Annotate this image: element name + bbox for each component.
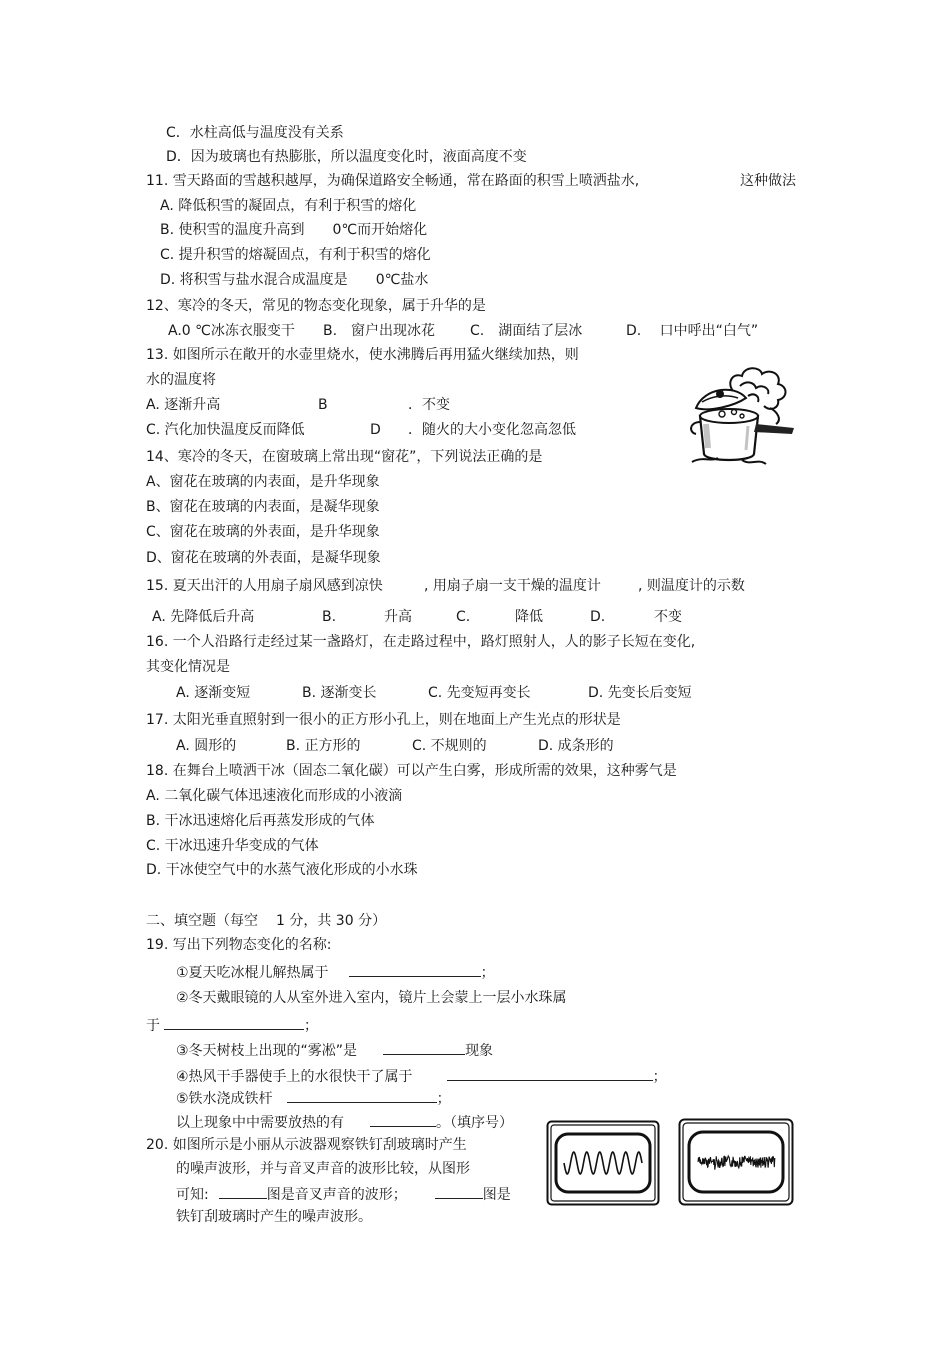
q13-stem-2: 水的温度将 xyxy=(146,372,216,388)
q16-option-b: B. 逐渐变长 xyxy=(302,685,377,701)
q20-line-4: 铁钉刮玻璃时产生的噪声波形。 xyxy=(176,1209,372,1225)
q11-option-c: C. 提升积雪的熔凝固点，有利于积雪的熔化 xyxy=(160,247,431,263)
q11-option-a: A. 降低积雪的凝固点，有利于积雪的熔化 xyxy=(160,198,417,214)
q11-stem: 11. 雪天路面的雪越积越厚，为确保道路安全畅通，常在路面的积雪上喷洒盐水, xyxy=(146,173,640,189)
q14-option-b: B、窗花在玻璃的内表面，是凝华现象 xyxy=(146,499,380,515)
q11-option-b: B. 使积雪的温度升高到 0℃而开始熔化 xyxy=(160,222,428,238)
q11-stem-end: 这种做法 xyxy=(740,173,796,189)
q15-option-b-letter: B. xyxy=(322,609,337,625)
q13-option-c: C. 汽化加快温度反而降低 xyxy=(146,422,305,438)
q17-option-d: D. 成条形的 xyxy=(538,738,614,754)
q18-option-b: B. 干冰迅速熔化后再蒸发形成的气体 xyxy=(146,813,375,829)
q20-blank-2[interactable] xyxy=(435,1184,483,1199)
q16-option-d: D. 先变长后变短 xyxy=(588,685,692,701)
oscilloscope-noise-icon xyxy=(678,1118,794,1206)
section-2-title: 二、填空题（每空 1 分，共 30 分） xyxy=(146,913,387,929)
q20-line-2: 的噪声波形，并与音叉声音的波形比较，从图形 xyxy=(176,1161,470,1177)
q19-item-3: ③冬天树枝上出现的“雾凇”是 现象 xyxy=(176,1040,493,1060)
q19-item-5: ⑤铁水浇成铁杆 ； xyxy=(176,1088,451,1108)
q20-line-3: 可知: 图是音叉声音的波形； 图是 xyxy=(176,1184,511,1204)
q19-item-2: ②冬天戴眼镜的人从室外进入室内，镜片上会蒙上一层小水珠属 xyxy=(176,990,567,1006)
q14-option-a: A、窗花在玻璃的内表面，是升华现象 xyxy=(146,474,380,490)
q18-option-a: A. 二氧化碳气体迅速液化而形成的小液滴 xyxy=(146,788,403,804)
q13-option-d-letter: D xyxy=(370,422,381,438)
q17-option-a: A. 圆形的 xyxy=(176,738,237,754)
q19-item-2-cont: 于 ； xyxy=(146,1015,318,1035)
q13-option-b-letter: B xyxy=(318,397,328,413)
boiling-kettle-icon xyxy=(682,362,800,470)
q19-blank-2[interactable] xyxy=(164,1015,304,1030)
q14-option-c: C、窗花在玻璃的外表面，是升华现象 xyxy=(146,524,380,540)
q12-stem: 12、寒冷的冬天，常见的物态变化现象，属于升华的是 xyxy=(146,298,486,314)
q17-option-c: C. 不规则的 xyxy=(412,738,487,754)
q13-stem-1: 13. 如图所示在敞开的水壶里烧水，使水沸腾后再用猛火继续加热，则 xyxy=(146,347,579,363)
q13-option-d-text: ．随火的大小变化忽高忽低 xyxy=(408,422,576,438)
q14-stem: 14、寒冷的冬天，在窗玻璃上常出现“窗花”，下列说法正确的是 xyxy=(146,449,543,465)
q15-option-a: A. 先降低后升高 xyxy=(152,609,255,625)
q15-option-c-letter: C. xyxy=(456,609,471,625)
q16-stem-1: 16. 一个人沿路行走经过某一盏路灯，在走路过程中，路灯照射人，人的影子长短在变化, xyxy=(146,634,696,650)
q10-option-c: C．水柱高低与温度没有关系 xyxy=(166,125,344,141)
q20-line-1: 20. 如图所示是小丽从示波器观察铁钉刮玻璃时产生 xyxy=(146,1137,467,1153)
q16-option-c: C. 先变短再变长 xyxy=(428,685,531,701)
q20-blank-1[interactable] xyxy=(219,1184,267,1199)
q12-option-a: A.0 ℃冰冻衣服变干 xyxy=(168,323,295,339)
q12-option-c: C. 湖面结了层冰 xyxy=(470,323,583,339)
q17-option-b: B. 正方形的 xyxy=(286,738,361,754)
q14-option-d: D、窗花在玻璃的外表面，是凝华现象 xyxy=(146,550,381,566)
q11-option-d: D. 将积雪与盐水混合成温度是 0℃盐水 xyxy=(160,272,429,288)
q19-summary: 以上现象中中需要放热的有 。（填序号） xyxy=(176,1112,513,1132)
q18-option-d: D. 干冰使空气中的水蒸气液化形成的小水珠 xyxy=(146,862,418,878)
q19-stem: 19. 写出下列物态变化的名称: xyxy=(146,937,332,953)
q19-item-1: ①夏天吃冰棍儿解热属于 ； xyxy=(176,962,495,982)
q15-stem-1: 15. 夏天出汗的人用扇子扇风感到凉快 xyxy=(146,578,383,594)
q16-option-a: A. 逐渐变短 xyxy=(176,685,251,701)
q15-stem-2: , 用扇子扇一支干燥的温度计 xyxy=(424,578,601,594)
q15-stem-3: , 则温度计的示数 xyxy=(638,578,745,594)
q19-blank-5[interactable] xyxy=(287,1088,437,1103)
q12-option-b: B. 窗户出现冰花 xyxy=(323,323,436,339)
q18-option-c: C. 干冰迅速升华变成的气体 xyxy=(146,838,319,854)
q19-item-4: ④热风干手器使手上的水很快干了属于 ； xyxy=(176,1066,667,1086)
q19-blank-summary[interactable] xyxy=(370,1112,436,1127)
q16-stem-2: 其变化情况是 xyxy=(146,659,230,675)
q19-blank-3[interactable] xyxy=(383,1040,465,1055)
q18-stem: 18. 在舞台上喷洒干冰（固态二氧化碳）可以产生白雾，形成所需的效果，这种雾气是 xyxy=(146,763,677,779)
q19-blank-1[interactable] xyxy=(349,962,481,977)
q13-option-b-text: ．不变 xyxy=(408,397,450,413)
q10-option-d: D．因为玻璃也有热膨胀，所以温度变化时，液面高度不变 xyxy=(166,149,527,165)
q15-option-b-text: 升高 xyxy=(384,609,412,625)
q19-blank-4[interactable] xyxy=(447,1066,653,1081)
q15-option-d-letter: D. xyxy=(590,609,606,625)
q15-option-d-text: 不变 xyxy=(654,609,682,625)
q13-option-a: A. 逐渐升高 xyxy=(146,397,221,413)
q17-stem: 17. 太阳光垂直照射到一很小的正方形小孔上，则在地面上产生光点的形状是 xyxy=(146,712,621,728)
oscilloscope-sine-icon xyxy=(546,1120,660,1206)
q12-option-d: D. 口中呼出“白气” xyxy=(626,323,759,339)
q15-option-c-text: 降低 xyxy=(515,609,543,625)
